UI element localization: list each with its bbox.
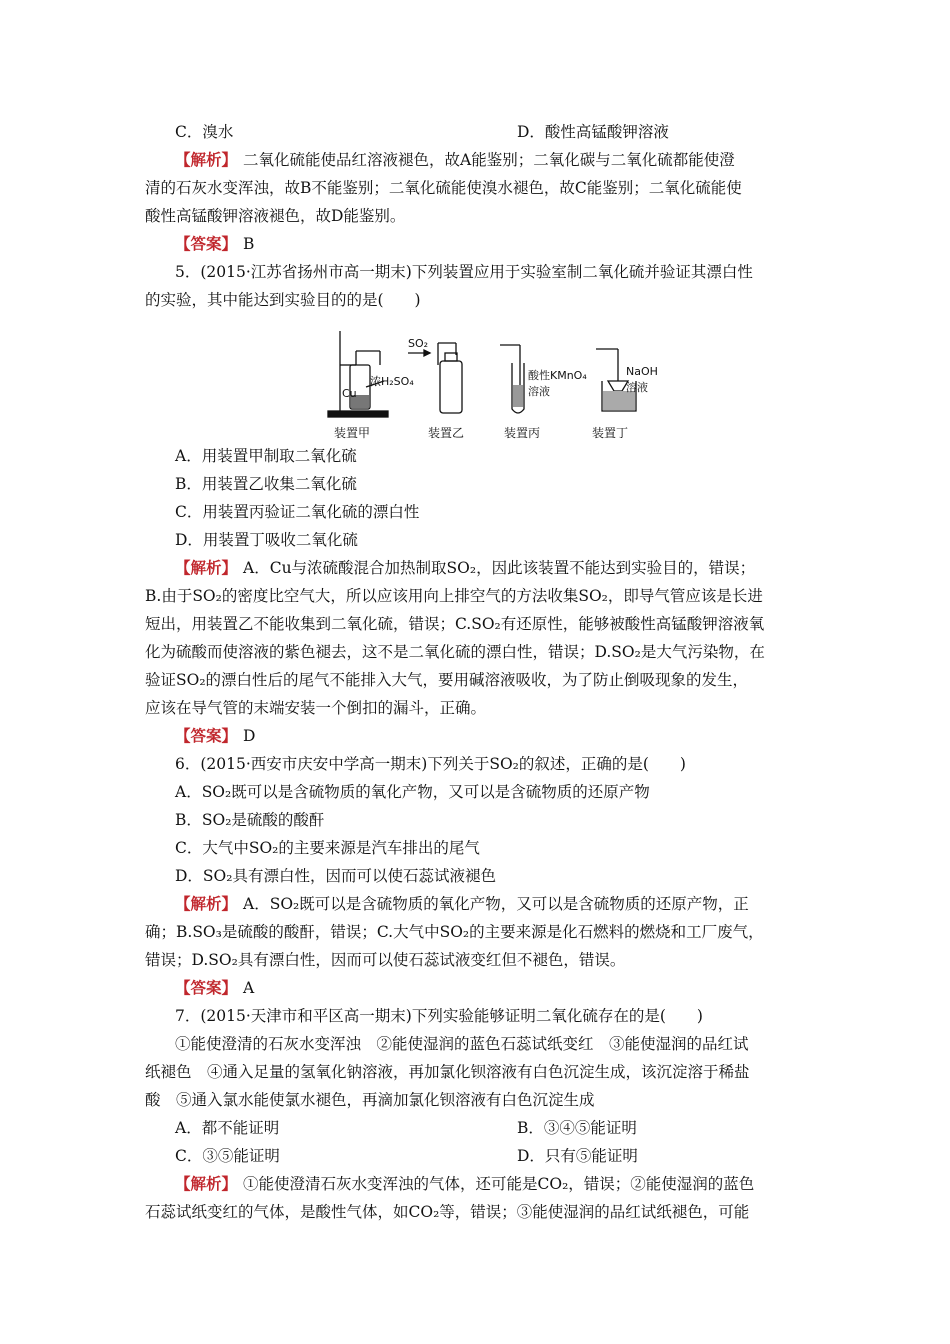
fig-label-kmno4: 酸性KMnO₄ — [528, 369, 587, 382]
apparatus-yi — [408, 343, 462, 413]
q7-options-row-2 — [175, 1146, 835, 1166]
q4-answer-tag: 【答案】 — [175, 234, 238, 253]
q4-option-d: D．酸性高锰酸钾溶液 — [517, 123, 669, 141]
q5-analysis-line-4: 化为硫酸而使溶液的紫色褪去，这不是二氧化硫的漂白性，错误；D.SO₂是大气污染物，在 — [145, 643, 765, 661]
q4-analysis-line-2: 清的石灰水变浑浊，故B不能鉴别；二氧化硫能使溴水褪色，故C能鉴别；二氧化硫能使 — [145, 179, 742, 197]
fig-label-so2: SO₂ — [408, 337, 429, 350]
q7-items-line-2: 纸褪色 ④通入足量的氢氧化钠溶液，再加氯化钡溶液有白色沉淀生成，该沉淀溶于稀盐 — [145, 1063, 750, 1081]
q6-analysis-line-1: 【解析】 A．SO₂既可以是含硫物质的氧化产物，又可以是含硫物质的还原产物，正 — [175, 894, 749, 913]
q6-stem: 6．(2015·西安市庆安中学高一期末)下列关于SO₂的叙述，正确的是( ) — [175, 755, 686, 773]
q6-answer-tag: 【答案】 — [175, 978, 238, 997]
fig-label-acid: 浓H₂SO₄ — [370, 375, 414, 388]
q4-analysis-tag: 【解析】 — [175, 150, 238, 169]
q5-analysis-line-3: 短出，用装置乙不能收集到二氧化硫，错误；C.SO₂有还原性，能够被酸性高锰酸钾溶液氧 — [145, 615, 765, 633]
q5-analysis-line-2: B.由于SO₂的密度比空气大，所以应该用向上排空气的方法收集SO₂，即导气管应该是长进 — [145, 587, 763, 605]
q7-option-d: D．只有⑤能证明 — [517, 1147, 638, 1165]
q7-options-row-1 — [175, 1118, 835, 1138]
q5-answer — [175, 726, 835, 746]
q5-analysis-tag: 【解析】 — [175, 558, 238, 577]
q5-stem-line-2: 的实验，其中能达到实验目的的是( ) — [145, 291, 421, 309]
fig-caption-bing: 装置丙 — [504, 426, 541, 440]
q6-answer — [175, 978, 835, 998]
q5-stem-line-1: 5．(2015·江苏省扬州市高一期末)下列装置应用于实验室制二氧化硫并验证其漂白性 — [175, 263, 753, 281]
q7-option-c: C．③⑤能证明 — [175, 1147, 280, 1165]
q5-apparatus-figure — [320, 325, 658, 443]
q4-answer — [175, 234, 835, 254]
q5-option-a: A．用装置甲制取二氧化硫 — [175, 447, 357, 465]
q7-option-a: A．都不能证明 — [175, 1119, 280, 1137]
fig-caption-ding: 装置丁 — [592, 426, 629, 440]
q7-analysis-tag: 【解析】 — [175, 1174, 238, 1193]
fig-label-cu: Cu — [342, 387, 357, 400]
q6-option-c: C．大气中SO₂的主要来源是汽车排出的尾气 — [175, 839, 480, 857]
q6-analysis-line-2: 确；B.SO₃是硫酸的酸酐，错误；C.大气中SO₂的主要来源是化石燃料的燃烧和工厂废气， — [145, 923, 764, 941]
q5-answer-value: D — [243, 727, 256, 745]
q4-analysis-line-3: 酸性高锰酸钾溶液褪色，故D能鉴别。 — [145, 207, 406, 225]
apparatus-ding — [596, 349, 636, 411]
q5-option-d: D．用装置丁吸收二氧化硫 — [175, 531, 358, 549]
q7-option-b: B．③④⑤能证明 — [517, 1119, 637, 1137]
q6-option-a: A．SO₂既可以是含硫物质的氧化产物，又可以是含硫物质的还原产物 — [175, 783, 650, 801]
q7-items-line-1: ①能使澄清的石灰水变浑浊 ②能使湿润的蓝色石蕊试纸变红 ③能使湿润的品红试 — [175, 1035, 749, 1053]
q5-option-c: C．用装置丙验证二氧化硫的漂白性 — [175, 503, 420, 521]
q4-answer-value: B — [243, 235, 255, 253]
q6-option-b: B．SO₂是硫酸的酸酐 — [175, 811, 325, 829]
q7-items-line-3: 酸 ⑤通入氯水能使氯水褪色，再滴加氯化钡溶液有白色沉淀生成 — [145, 1091, 595, 1109]
q6-analysis-tag: 【解析】 — [175, 894, 238, 913]
fig-label-naoh-2: 溶液 — [626, 381, 648, 394]
q4-analysis-line-1: 【解析】 二氧化硫能使品红溶液褪色，故A能鉴别；二氧化碳与二氧化硫都能使澄 — [175, 150, 735, 169]
q4-options-row — [175, 122, 835, 142]
fig-caption-jia: 装置甲 — [334, 426, 371, 440]
q5-analysis-line-1: 【解析】 A．Cu与浓硫酸混合加热制取SO₂，因此该装置不能达到实验目的，错误； — [175, 558, 756, 577]
apparatus-jia — [328, 331, 388, 417]
q5-option-b: B．用装置乙收集二氧化硫 — [175, 475, 357, 493]
q7-analysis-line-1: 【解析】 ①能使澄清石灰水变浑浊的气体，还可能是CO₂，错误；②能使湿润的蓝色 — [175, 1174, 755, 1193]
fig-label-naoh: NaOH — [626, 365, 658, 378]
q6-analysis-line-3: 错误；D.SO₂具有漂白性，因而可以使石蕊试液变红但不褪色，错误。 — [145, 951, 626, 969]
apparatus-bing — [500, 345, 524, 413]
q7-analysis-line-2: 石蕊试纸变红的气体，是酸性气体，如CO₂等，错误；③能使湿润的品红试纸褪色，可能 — [145, 1203, 750, 1221]
q5-analysis-line-5: 验证SO₂的漂白性后的尾气不能排入大气，要用碱溶液吸收，为了防止倒吸现象的发生， — [145, 671, 749, 689]
q6-answer-value: A — [243, 979, 255, 997]
q7-stem: 7．(2015·天津市和平区高一期末)下列实验能够证明二氧化硫存在的是( ) — [175, 1007, 703, 1025]
q5-answer-tag: 【答案】 — [175, 726, 238, 745]
fig-label-kmno4-2: 溶液 — [528, 385, 550, 398]
q4-option-c: C．溴水 — [175, 123, 234, 141]
fig-caption-yi: 装置乙 — [428, 426, 465, 440]
q6-option-d: D．SO₂具有漂白性，因而可以使石蕊试液褪色 — [175, 867, 496, 885]
q5-analysis-line-6: 应该在导气管的末端安装一个倒扣的漏斗，正确。 — [145, 699, 487, 717]
